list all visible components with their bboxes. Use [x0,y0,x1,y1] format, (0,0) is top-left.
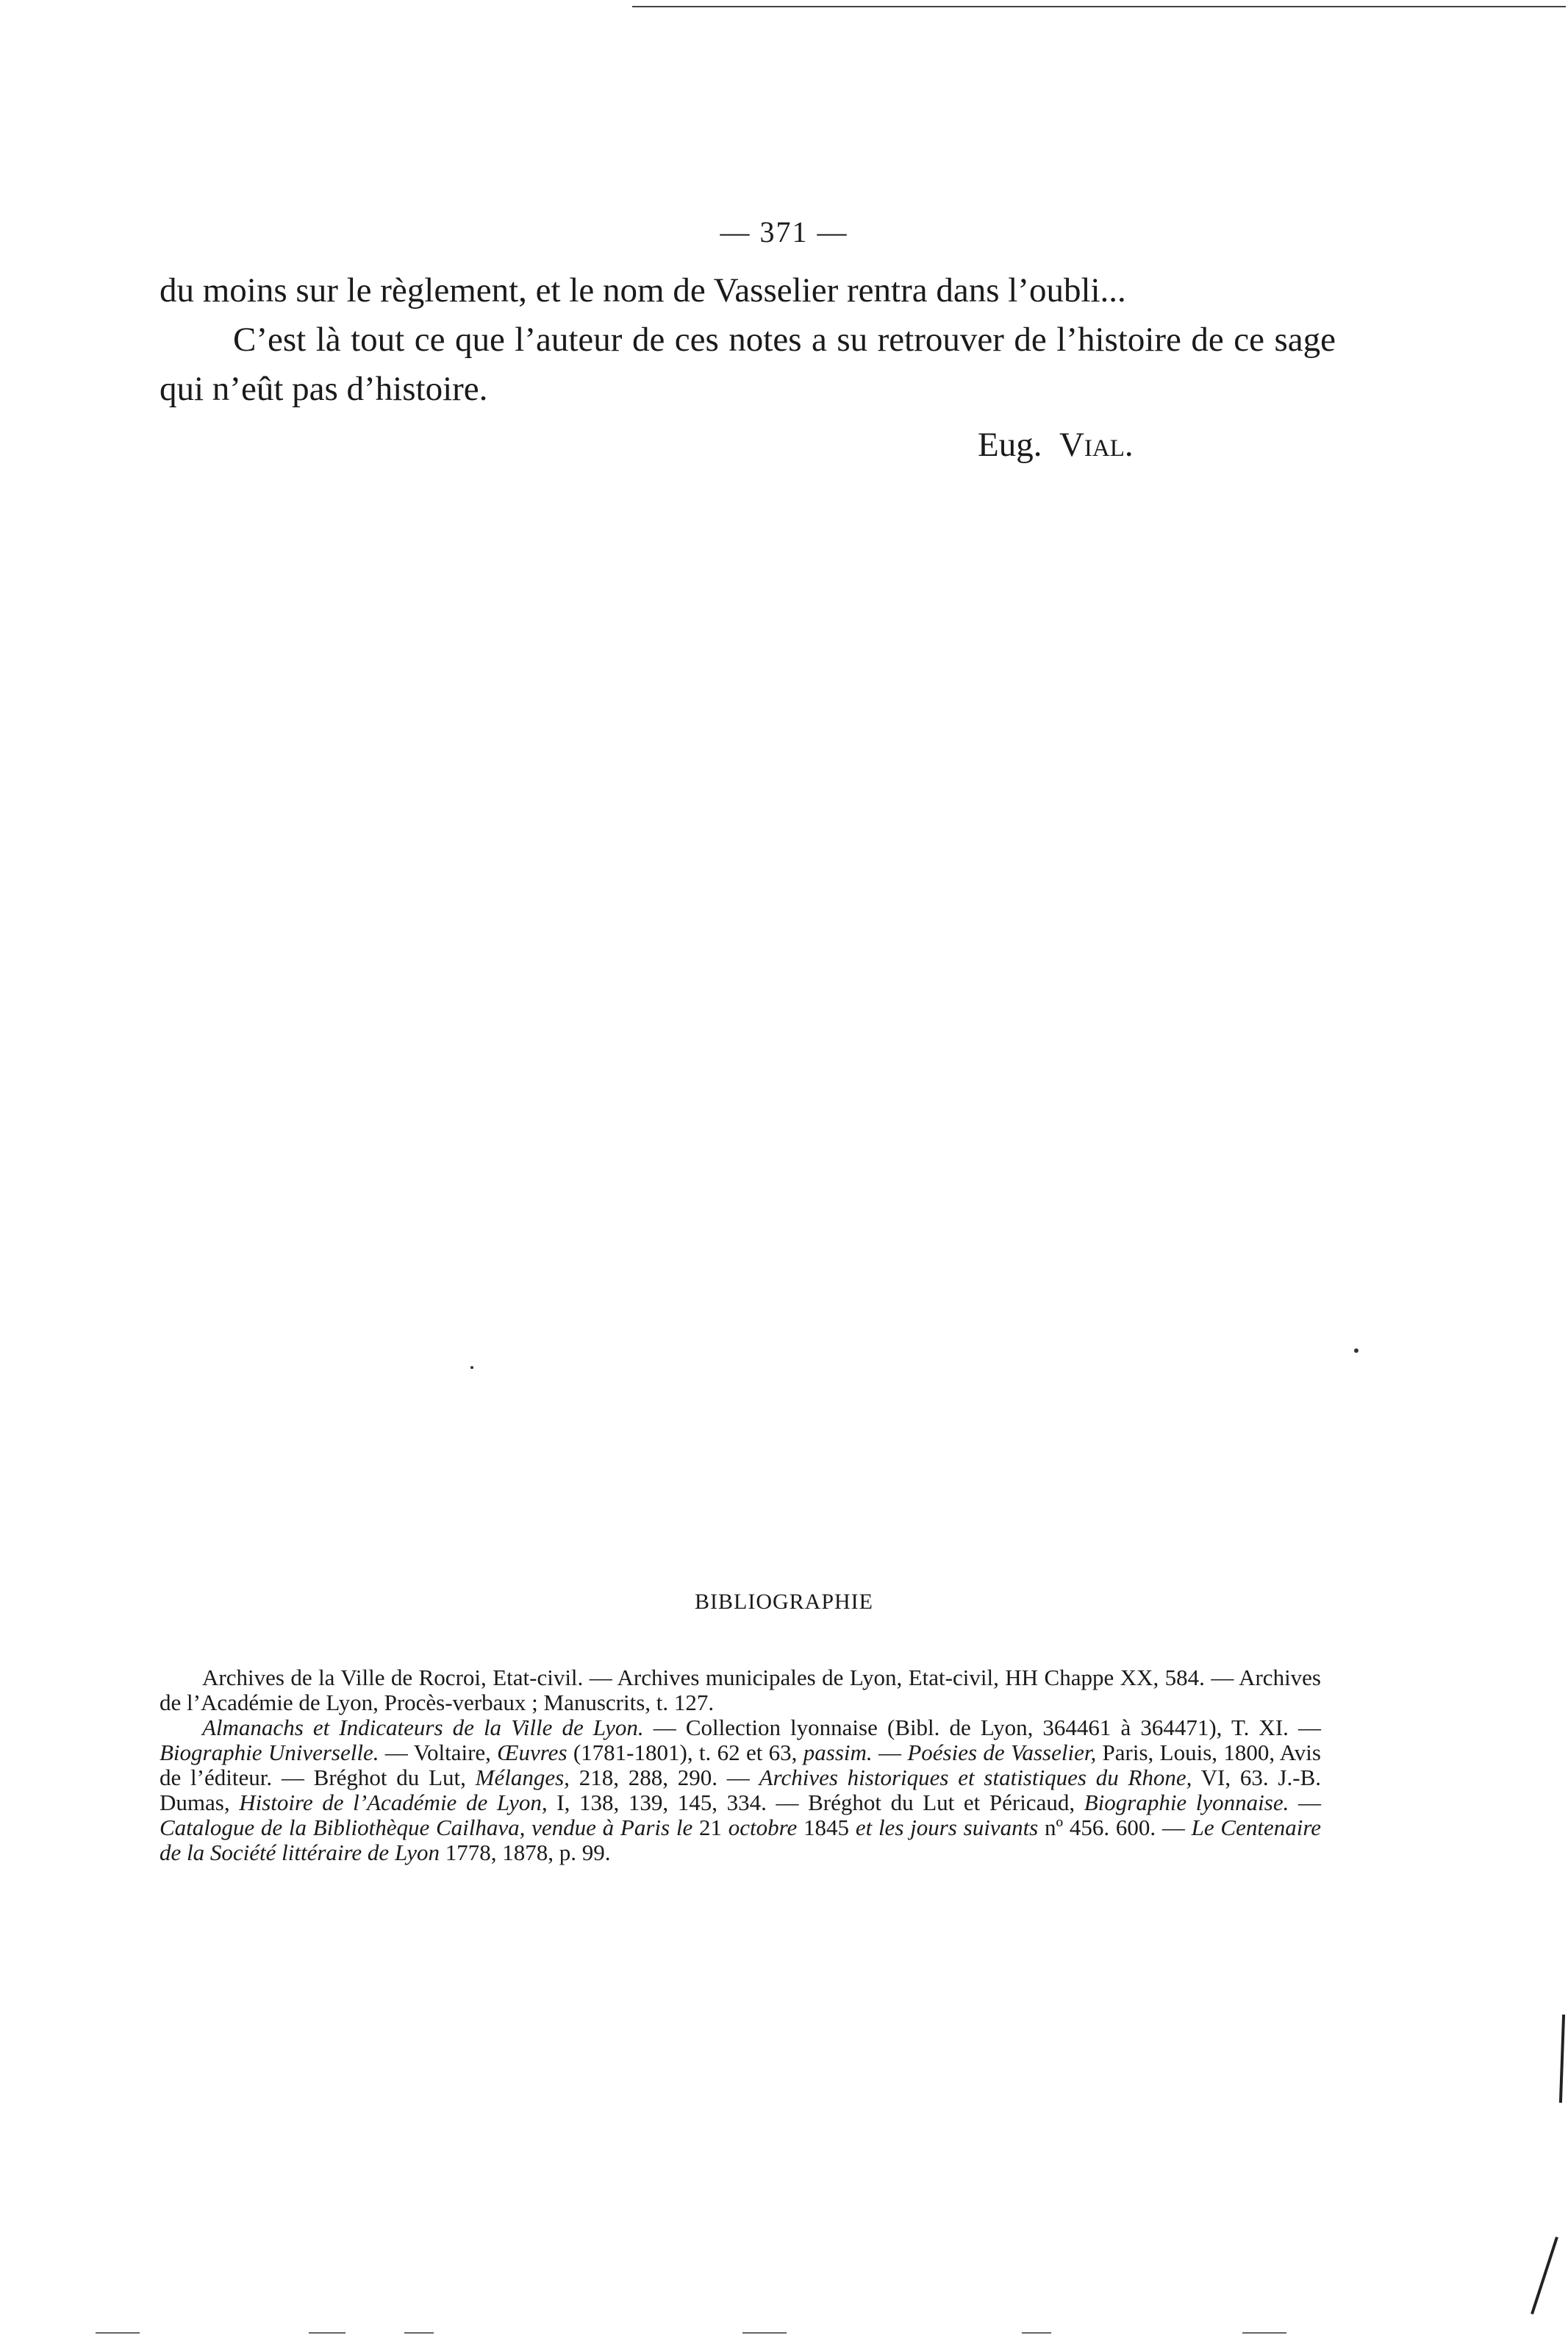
body-paragraph-continuation: du moins sur le règlement, et le nom de Vasselier rentra dans l’oubli... [160,271,1126,310]
bibliography-entry-archives: Archives de la Ville de Rocroi, Etat-civil. — Archives municipales de Lyon, Etat-civil, HH Chappe XX, 584. — Archives de l’Académie de Lyon, Procès-verbaux ; Manuscrits, t. 127. [160,1665,1321,1715]
scan-bottom-dash [404,2332,434,2334]
bibliography-entry-printed-sources [160,1715,1321,1865]
signature-last-name: Vial. [1059,426,1134,464]
bibliography-heading: BIBLIOGRAPHIE [695,1590,873,1614]
bib-title: Archives historiques et statistiques du Rhone, [759,1765,1192,1790]
bib-text: nº 456. 600. — [1038,1815,1192,1840]
bib-text: — Voltaire, [379,1740,498,1765]
bib-text: VI, 63. J.-B. Dumas, [160,1765,1321,1815]
bib-text: Paris, Louis, 1800, Avis de l’éditeur. — Bréghot du Lut, [160,1740,1321,1790]
bib-text: — [872,1740,908,1765]
bib-title: octobre [728,1815,798,1840]
scan-edge-mark [1559,2015,1565,2103]
scan-bottom-dash [309,2332,346,2334]
bib-title: Œuvres [497,1740,568,1765]
scan-bottom-dash [96,2332,140,2334]
scan-bottom-dash [1022,2332,1051,2334]
bib-title: Histoire de l’Académie de Lyon, [239,1790,548,1815]
bib-title: Le Centenaire de la Société littéraire de Lyon [160,1815,1322,1865]
scan-speck [470,1366,473,1369]
bib-text: 1845 [797,1815,856,1840]
bib-text: I, 138, 139, 145, 334. — Bréghot du Lut et Péricaud, [547,1790,1084,1815]
body-text [160,266,1336,414]
scan-bottom-dash [1242,2332,1286,2334]
bib-title: et les jours suivants [855,1815,1039,1840]
bib-text: 218, 288, 290. — [569,1765,759,1790]
scan-speck [1354,1348,1358,1353]
author-signature [978,421,1134,470]
bib-title: Poésies de Vasselier, [907,1740,1097,1765]
bib-title: Biographie Universelle. [160,1740,379,1765]
bib-title: Biographie lyonnaise. [1084,1790,1289,1815]
bib-title: Catalogue de la Bibliothèque Cailhava, vendue à Paris le [160,1815,693,1840]
bib-title: Almanachs et Indicateurs de la Ville de Lyon. [202,1715,644,1740]
bib-text: 21 [692,1815,728,1840]
body-paragraph-closing: C’est là tout ce que l’auteur de ces notes a su retrouver de l’histoire de ce sage qui n’eût pas d’histoire. [160,321,1336,408]
page-number: — 371 — [720,215,848,249]
signature-first-name: Eug. [978,426,1042,464]
scan-bottom-dash [742,2332,787,2334]
bib-text: — [1289,1790,1321,1815]
bib-text: 1778, 1878, p. 99. [440,1840,611,1865]
scan-top-rule [632,6,1566,7]
bibliography-section [160,1665,1321,1865]
bib-title: Mélanges, [475,1765,570,1790]
bib-title: passim. [803,1740,873,1765]
bib-text: — Collection lyonnaise (Bibl. de Lyon, 364461 à 364471), T. XI. — [643,1715,1321,1740]
bib-text: (1781-1801), t. 62 et 63, [567,1740,803,1765]
scan-edge-mark [1531,2237,1558,2315]
